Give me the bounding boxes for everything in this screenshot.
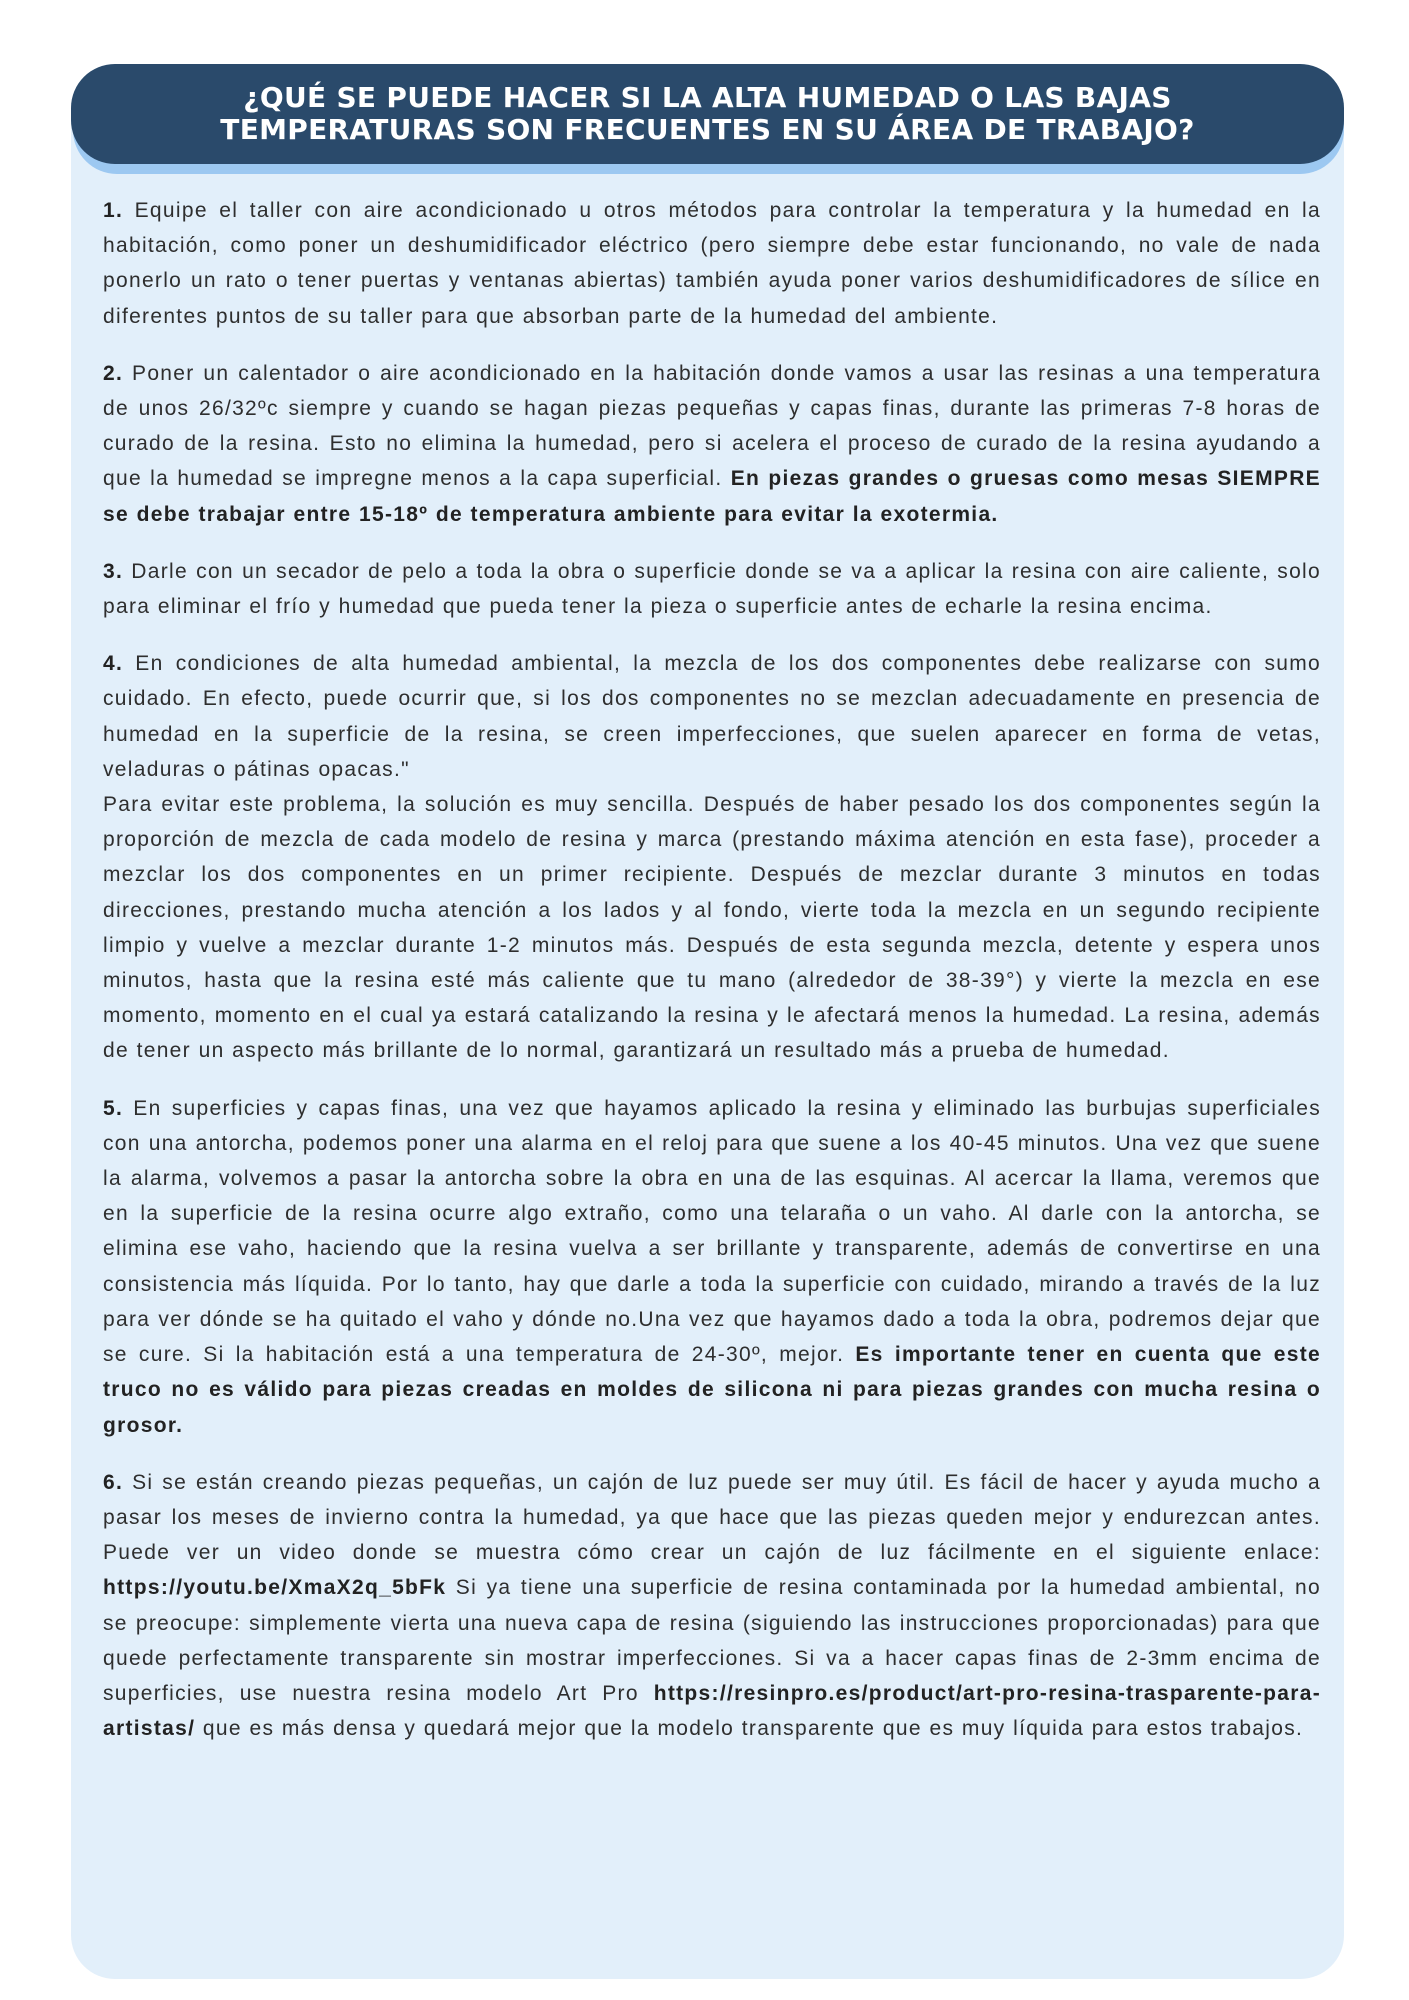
header-banner xyxy=(71,64,1344,164)
item-2-bold-text: En piezas grandes o gruesas como mesas SIEMPRE se debe trabajar entre 15-18º de temperatura ambiente para evitar la exotermia. xyxy=(103,467,1321,526)
item-5-text: En superficies y capas finas, una vez que hayamos aplicado la resina y eliminado las burbujas superficiales con una antorcha, podemos poner una alarma en el reloj para que suene a los 40-45 minutos. Una vez que suene la alarma, volvemos a pasar la antorcha sobre la obra en una de las esquinas. Al acercar la llama, veremos que en la superficie de la resina ocurre algo extraño, como una telaraña o un vaho. Al darle con la antorcha, se elimina ese vaho, haciendo que la resina vuelva a ser brillante y transparente, además de convertirse en una consistencia más líquida. Por lo tanto, hay que darle a toda la superficie con cuidado, mirando a través de la luz para ver dónde se ha quitado el vaho y dónde no.Una vez que hayamos dado a toda la obra, podremos dejar que se cure. Si la habitación está a una temperatura de 24-30º, mejor. xyxy=(103,1096,1321,1367)
item-1-number: 1. xyxy=(103,199,124,222)
product-link[interactable]: https://resinpro.es/product/art-pro-resina-trasparente-para-artistas/ xyxy=(103,1681,1321,1741)
item-6 xyxy=(103,1465,1321,1747)
youtube-link[interactable]: https://youtu.be/XmaX2q_5bFk xyxy=(103,1576,447,1600)
item-1 xyxy=(103,193,1321,334)
item-6-text-end: que es más densa y quedará mejor que la modelo transparente que es muy líquida para estos trabajos. xyxy=(202,1717,1304,1741)
item-6-text-middle: Si ya tiene una superficie de resina contaminada por la humedad ambiental, no se preocupe: simplemente vierta una nueva capa de resina (siguiendo las instrucciones proporcionadas) para que quede perfectamente transparente sin mostrar imperfecciones. Si va a hacer capas finas de 2-3mm encima de superficies, use nuestra resina modelo Art Pro xyxy=(103,1576,1321,1705)
item-6-text: Si se están creando piezas pequeñas, un cajón de luz puede ser muy útil. Es fácil de hacer y ayuda mucho a pasar los meses de invierno contra la humedad, ya que hace que las piezas queden mejor y endurezcan antes. Puede ver un video donde se muestra cómo crear un cajón de luz fácilmente en el siguiente enlace: xyxy=(103,1470,1321,1565)
content-body xyxy=(103,193,1321,1768)
item-3 xyxy=(103,554,1321,624)
item-4-number: 4. xyxy=(103,652,124,676)
item-5-number: 5. xyxy=(103,1096,124,1120)
item-2 xyxy=(103,356,1321,532)
page-title: ¿QUÉ SE PUEDE HACER SI LA ALTA HUMEDAD O LAS BAJAS TEMPERATURAS SON FRECUENTES EN SU ÁREA DE TRABAJO? xyxy=(220,81,1195,146)
item-3-number: 3. xyxy=(103,559,124,583)
item-5-bold-text: Es importante tener en cuenta que este truco no es válido para piezas creadas en moldes de silicona ni para piezas grandes con mucha resina o grosor. xyxy=(103,1343,1321,1437)
item-4-text-continued: Para evitar este problema, la solución es muy sencilla. Después de haber pesado los dos componentes según la proporción de mezcla de cada modelo de resina y marca (prestando máxima atención en esta fase), proceder a mezclar los dos componentes en un primer recipiente. Después de mezclar durante 3 minutos en todas direcciones, prestando mucha atención a los lados y al fondo, vierte toda la mezcla en un segundo recipiente limpio y vuelve a mezclar durante 1-2 minutos más. Después de esta segunda mezcla, detente y espera unos minutos, hasta que la resina esté más caliente que tu mano (alrededor de 38-39°) y vierte la mezcla en ese momento, momento en el cual ya estará catalizando la resina y le afectará menos la humedad. La resina, además de tener un aspecto más brillante de lo normal, garantizará un resultado más a prueba de humedad. xyxy=(103,793,1321,1063)
item-6-number: 6. xyxy=(103,1470,124,1494)
item-5 xyxy=(103,1091,1321,1443)
item-2-text: Poner un calentador o aire acondicionado en la habitación donde vamos a usar las resinas a una temperatura de unos 26/32ºc siempre y cuando se hagan piezas pequeñas y capas finas, durante las primeras 7-8 horas de curado de la resina. Esto no elimina la humedad, pero si acelera el proceso de curado de la resina ayudando a que la humedad se impregne menos a la capa superficial. xyxy=(103,361,1321,491)
item-4-text: En condiciones de alta humedad ambiental, la mezcla de los dos componentes debe realizarse con sumo cuidado. En efecto, puede ocurrir que, si los dos componentes no se mezclan adecuadamente en presencia de humedad en la superficie de la resina, se creen imperfecciones, que suelen aparecer en forma de vetas, veladuras o pátinas opacas." xyxy=(103,652,1321,781)
item-1-text: Equipe el taller con aire acondicionado u otros métodos para controlar la temperatura y la humedad en la habitación, como poner un deshumidificador eléctrico (pero siempre debe estar funcionando, no vale de nada ponerlo un rato o tener puertas y ventanas abiertas) también ayuda poner varios deshumidificadores de sílice en diferentes puntos de su taller para que absorban parte de la humedad del ambiente. xyxy=(103,199,1321,328)
item-4 xyxy=(103,646,1321,1068)
item-3-text: Darle con un secador de pelo a toda la obra o superficie donde se va a aplicar la resina con aire caliente, solo para eliminar el frío y humedad que pueda tener la pieza o superficie antes de echarle la resina encima. xyxy=(103,559,1322,619)
item-2-number: 2. xyxy=(103,361,124,385)
